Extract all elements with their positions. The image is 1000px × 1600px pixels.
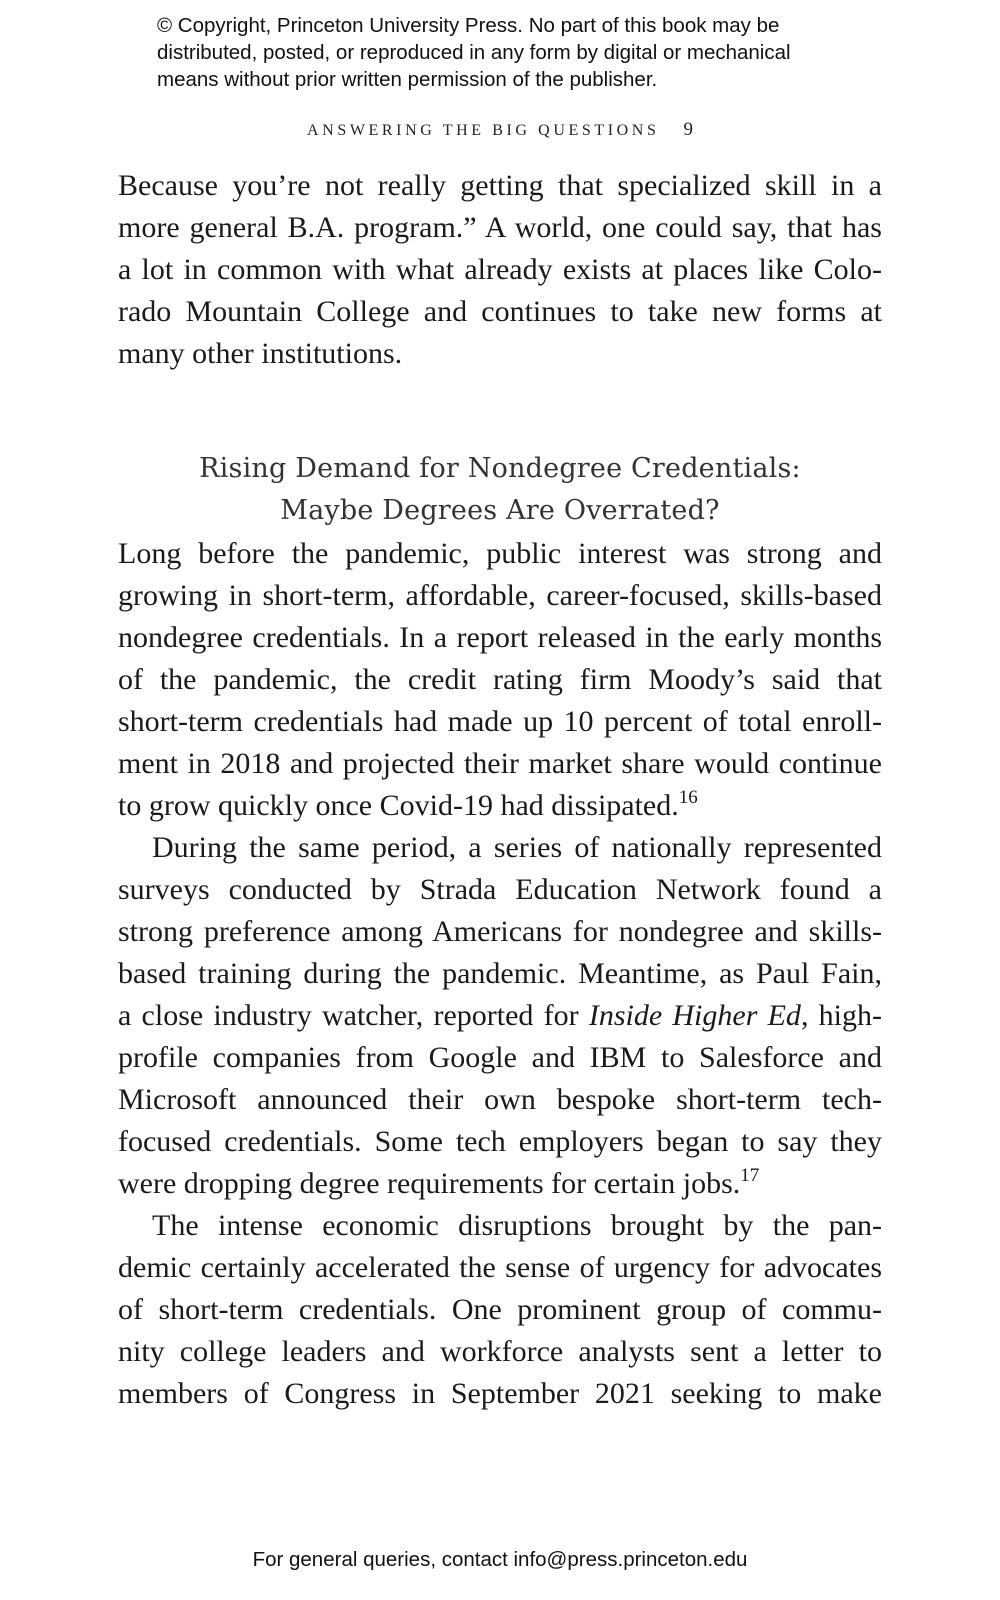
- text-line-segment: a close industry watcher, reported for: [118, 999, 589, 1032]
- copyright-notice: [157, 12, 877, 93]
- text-line: The intense economic disruptions brought by the pan-: [152, 1209, 882, 1242]
- text-line: members of Congress in September 2021 seeking to make: [118, 1377, 882, 1410]
- text-line: growing in short-term, affordable, career-focused, skills-based: [118, 579, 882, 612]
- page-number: 9: [683, 119, 693, 140]
- text-line: Microsoft announced their own bespoke short-term tech-: [118, 1083, 882, 1116]
- footer-contact: For general queries, contact info@press.princeton.edu: [252, 1548, 748, 1571]
- copyright-line: © Copyright, Princeton University Press. No part of this book may be: [157, 14, 780, 37]
- text-line: profile companies from Google and IBM to Salesforce and: [118, 1041, 882, 1074]
- text-line: more general B.A. program.” A world, one could say, that has: [118, 211, 882, 244]
- text-line: strong preference among Americans for nondegree and skills-: [118, 915, 882, 948]
- text-line: many other institutions.: [118, 337, 403, 370]
- body-paragraphs: [118, 533, 882, 1415]
- text-line: nity college leaders and workforce analysts sent a letter to: [118, 1335, 882, 1368]
- text-line: of the pandemic, the credit rating firm Moody’s said that: [118, 663, 882, 696]
- publication-title: Inside Higher Ed: [588, 999, 801, 1032]
- copyright-line: distributed, posted, or reproduced in any form by digital or mechanical: [157, 41, 791, 64]
- text-line: rado Mountain College and continues to take new forms at: [118, 295, 882, 328]
- text-line: Because you’re not really getting that specialized skill in a: [118, 169, 882, 202]
- running-head: [0, 119, 1000, 141]
- text-line: [118, 785, 882, 827]
- text-line: of short-term credentials. One prominent group of commu-: [118, 1293, 882, 1326]
- text-line: focused credentials. Some tech employers began to say they: [118, 1125, 882, 1158]
- section-heading-line-1: Rising Demand for Nondegree Credentials:: [199, 453, 801, 484]
- text-line-content: were dropping degree requirements for certain jobs.: [118, 1167, 741, 1200]
- text-line: During the same period, a series of nationally represented: [152, 831, 882, 864]
- text-line: demic certainly accelerated the sense of urgency for advocates: [118, 1251, 882, 1284]
- section-heading-line-2: Maybe Degrees Are Overrated?: [280, 495, 720, 526]
- text-line: a lot in common with what already exists at places like Colo-: [118, 253, 882, 286]
- text-line: Long before the pandemic, public interest was strong and: [118, 537, 882, 570]
- paragraph: [118, 1205, 882, 1415]
- text-line: nondegree credentials. In a report released in the early months: [118, 621, 882, 654]
- section-heading: [0, 448, 1000, 532]
- paragraph-continuation: [118, 165, 882, 375]
- text-line: [118, 995, 882, 1037]
- text-line-segment: , high-: [800, 999, 882, 1032]
- text-line: ment in 2018 and projected their market share would continue: [118, 747, 882, 780]
- text-line-content: to grow quickly once Covid-19 had dissipated.: [118, 789, 679, 822]
- text-line: based training during the pandemic. Meantime, as Paul Fain,: [118, 957, 882, 990]
- text-line: [118, 1163, 882, 1205]
- footnote-marker[interactable]: 17: [740, 1165, 760, 1186]
- copyright-line: means without prior written permission of the publisher.: [157, 68, 658, 91]
- running-head-title: ANSWERING THE BIG QUESTIONS: [307, 122, 660, 139]
- paragraph: [118, 533, 882, 827]
- footnote-marker[interactable]: 16: [678, 787, 698, 808]
- paragraph: [118, 827, 882, 1205]
- text-line: short-term credentials had made up 10 percent of total enroll-: [118, 705, 882, 738]
- text-line: surveys conducted by Strada Education Network found a: [118, 873, 882, 906]
